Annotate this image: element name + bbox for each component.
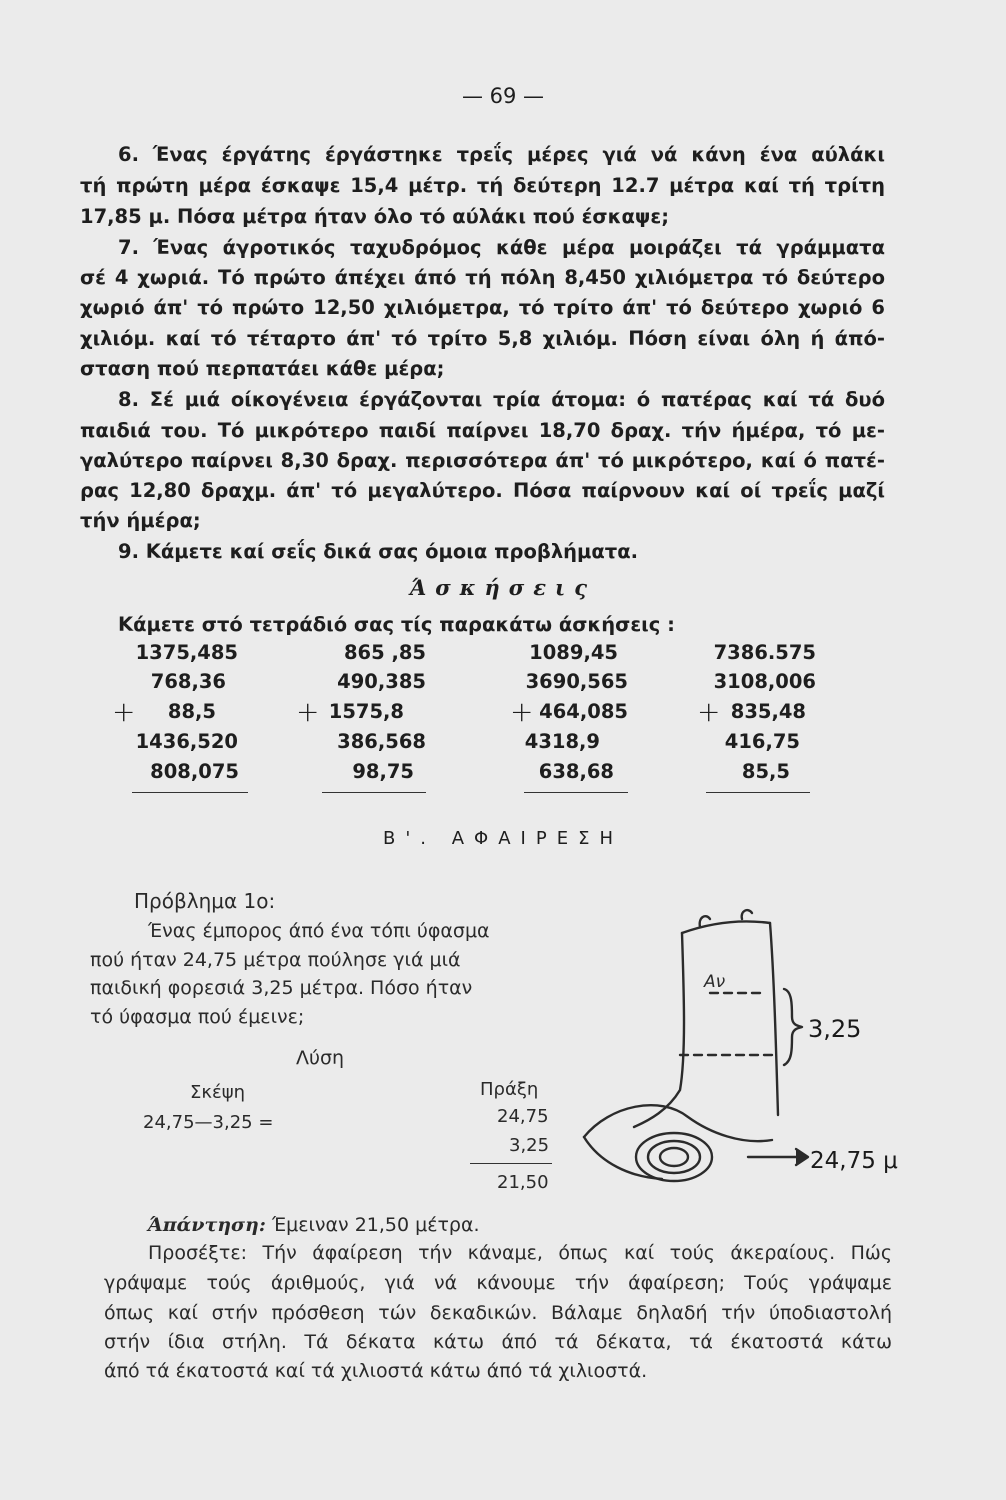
problem-1-title: Πρόβλημα 1ο: [134, 889, 276, 913]
cut-label: Αν [704, 972, 726, 992]
exercise-2-number: 1575,8 [328, 700, 404, 723]
problem-1-line-3: παιδική φορεσιά 3,25 μέτρα. Πόσο ήταν [90, 977, 473, 999]
exercise-3-plus-sign: + [510, 695, 534, 728]
fabric-roll-spiral-mid [648, 1141, 700, 1173]
exercise-1-plus-sign: + [112, 695, 136, 728]
exercise-3-number: 3690,565 [525, 670, 628, 693]
exercise-1-number: 808,075 [150, 760, 239, 783]
exercise-1-number: 1436,520 [135, 730, 238, 753]
problem-6-line-1: 6. Ένας έργάτης έργάστηκε τρεΐς μέρες γιά νά κάνη ένα αύλάκι [118, 143, 885, 166]
exercise-4-number: 835,48 [730, 700, 806, 723]
problem-8-line-2: παιδιά του. Τό μικρότερο παιδί παίρνει 18,70 δραχ. τήν ήμέρα, τό με- [80, 419, 885, 442]
exercise-4-plus-sign: + [697, 695, 721, 728]
exercise-1-number: 1375,485 [135, 641, 238, 664]
answer [148, 1212, 480, 1238]
thought-expression: 24,75—3,25 = [143, 1112, 274, 1133]
total-length-label: 24,75 μ [810, 1148, 898, 1174]
exercise-3-rule [524, 792, 628, 793]
exercise-2-number: 865 ,85 [343, 641, 426, 664]
thought-label: Σκέψη [190, 1082, 245, 1103]
operation-label: Πράξη [480, 1079, 539, 1100]
exercise-2-number: 98,75 [352, 760, 414, 783]
fabric-top-edge [682, 921, 770, 933]
fabric-left-edge [634, 933, 684, 1127]
fabric-right-edge [770, 923, 778, 1115]
exercise-2-number: 386,568 [337, 730, 426, 753]
fabric-front-fold [584, 1105, 772, 1141]
problem-7-line-2: σέ 4 χωριά. Τό πρώτο άπέχει άπό τή πόλη 8,450 χιλιόμετρα τό δεύτερο [80, 266, 885, 289]
exercise-4-number: 7386.575 [713, 641, 816, 664]
exercise-3-number: 1089,45 [529, 641, 618, 664]
fabric-roll-illustration [570, 905, 900, 1190]
exercise-4-number: 416,75 [724, 730, 800, 753]
exercise-3-number: 638,68 [538, 760, 614, 783]
exercise-1-rule [132, 792, 248, 793]
exercise-1-number: 768,36 [150, 670, 226, 693]
exercise-4-number: 3108,006 [713, 670, 816, 693]
exercise-2-rule [322, 792, 426, 793]
problem-8-line-5: τήν ήμέρα; [80, 509, 201, 532]
cut-brace [784, 989, 802, 1065]
notice-line-1: Προσέξτε: Τήν άφαίρεση τήν κάναμε, όπως καί τούς άκεραίους. Πώς [148, 1242, 892, 1264]
exercise-1-number: 88,5 [167, 700, 216, 723]
problem-6-line-3: 17,85 μ. Πόσα μέτρα ήταν όλο τό αύλάκι πού έσκαψε; [80, 205, 669, 228]
section-title: Β'. ΑΦΑΙΡΕΣΗ [383, 828, 623, 849]
exercises-heading: Άσκήσεις [410, 575, 596, 600]
arrow-head [796, 1149, 808, 1165]
answer-label: Άπάντηση: [148, 1214, 266, 1236]
exercise-4-number: 85,5 [741, 760, 790, 783]
exercise-4-rule [706, 792, 810, 793]
problem-7-line-3: χωριό άπ' τό πρώτο 12,50 χιλιόμετρα, τό τρίτο άπ' τό δεύτερο χωριό 6 [80, 296, 885, 319]
page-number: — 69 — [461, 84, 545, 108]
answer-text: Έμειναν 21,50 μέτρα. [271, 1214, 480, 1236]
problem-8-line-3: γαλύτερο παίρνει 8,30 δραχ. περισσότερα άπ' τό μικρότερο, καί ό πατέ- [80, 449, 885, 472]
exercise-2-plus-sign: + [296, 695, 320, 728]
problem-9: 9. Κάμετε καί σεΐς δικά σας όμοια προβλήματα. [118, 540, 639, 563]
notice-line-3: όπως καί στήν πρόσθεση τών δεκαδικών. Βάλαμε δηλαδή τήν ύποδιαστολή [104, 1302, 892, 1324]
notice-line-2: γράψαμε τούς άριθμούς, γιά νά κάνουμε τήν άφαίρεση; Τούς γράψαμε [104, 1272, 892, 1294]
problem-1-line-2: πού ήταν 24,75 μέτρα πούλησε γιά μιά [90, 949, 461, 971]
problem-1-line-1: Ένας έμπορος άπό ένα τόπι ύφασμα [148, 920, 490, 942]
operation-minuend: 24,75 [497, 1106, 549, 1127]
operation-result: 21,50 [497, 1172, 549, 1193]
problem-7-line-4: χιλιόμ. καί τό τέταρτο άπ' τό τρίτο 5,8 χιλιόμ. Πόση είναι όλη ή άπό- [80, 327, 885, 350]
notice-line-4: στήν ίδια στήλη. Τά δέκατα κάτω άπό τά δέκατα, τά έκατοστά κάτω [104, 1331, 892, 1353]
problem-8-line-4: ρας 12,80 δραχμ. άπ' τό μεγαλύτερο. Πόσα παίρνουν καί οί τρεΐς μαζί [80, 479, 885, 502]
cut-length-label: 3,25 [808, 1015, 862, 1043]
exercise-2-number: 490,385 [337, 670, 426, 693]
operation-rule [470, 1163, 552, 1164]
operation-subtrahend: 3,25 [509, 1135, 550, 1156]
solution-label: Λύση [296, 1047, 345, 1069]
notice-line-5: άπό τά έκατοστά καί τά χιλιοστά κάτω άπό τά χιλιοστά. [104, 1360, 648, 1382]
problem-7-line-5: σταση πού περπατάει κάθε μέρα; [80, 357, 445, 380]
problem-8-line-1: 8. Σέ μιά οίκογένεια έργάζονται τρία άτομα: ό πατέρας καί τά δυό [118, 388, 885, 411]
pin-2 [742, 910, 752, 919]
exercise-3-number: 464,085 [539, 700, 628, 723]
fabric-roll-spiral-inner [660, 1148, 688, 1166]
exercise-3-number: 4318,9 [524, 730, 600, 753]
fabric-bottom-edge [584, 1137, 662, 1179]
exercises-instruction: Κάμετε στό τετράδιό σας τίς παρακάτω άσκήσεις : [118, 613, 675, 636]
problem-7-line-1: 7. Ένας άγροτικός ταχυδρόμος κάθε μέρα μοιράζει τά γράμματα [118, 236, 885, 259]
problem-1-line-4: τό ύφασμα πού έμεινε; [90, 1006, 305, 1028]
problem-6-line-2: τή πρώτη μέρα έσκαψε 15,4 μέτρ. τή δεύτερη 12.7 μέτρα καί τή τρίτη [80, 174, 885, 197]
